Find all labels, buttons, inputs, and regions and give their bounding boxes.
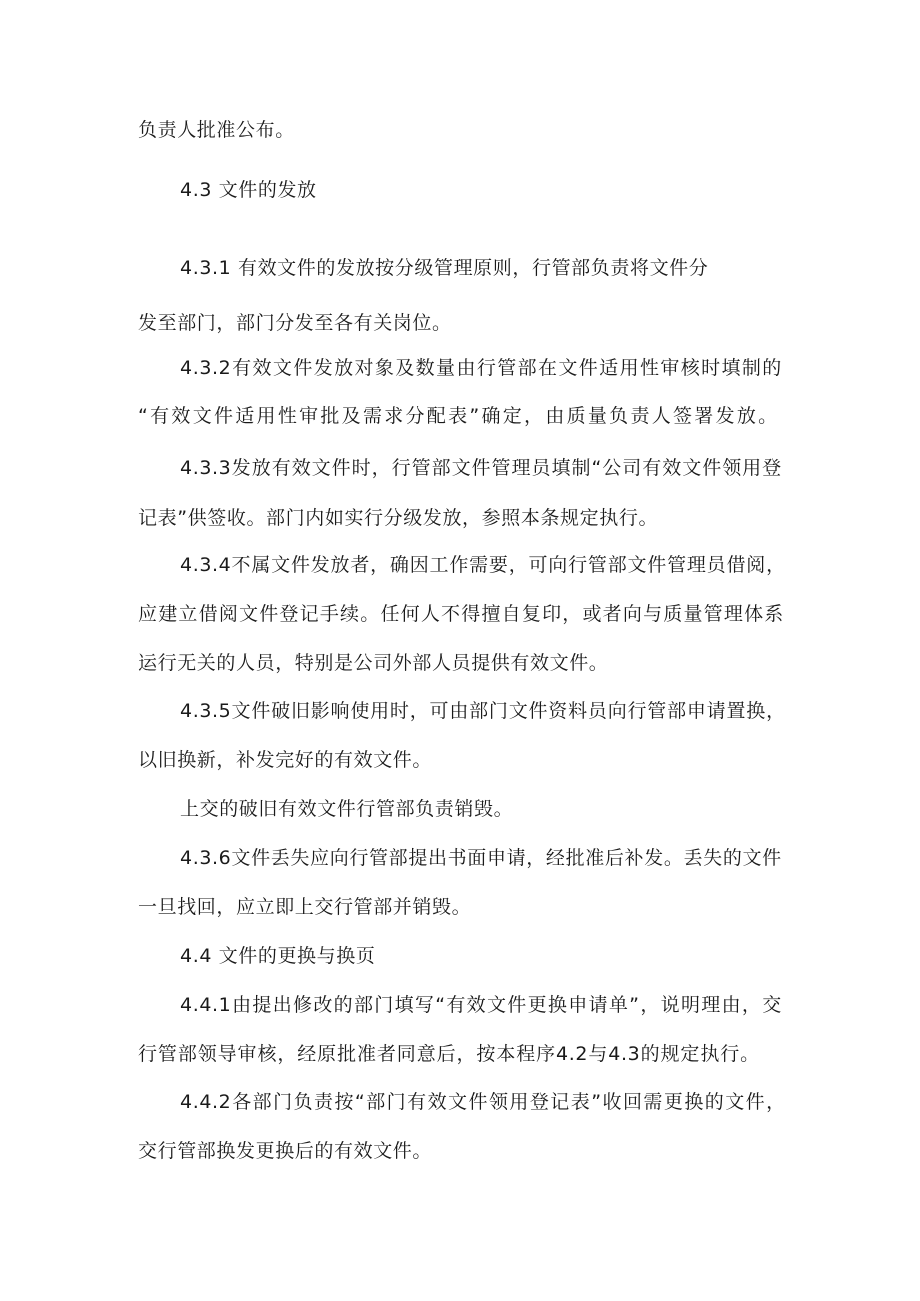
text-line-3: 4.3.1 有效文件的发放按分级管理原则，行管部负责将文件分 [180,257,709,279]
text-line-21: 交行管部换发更换后的有效文件。 [138,1140,433,1162]
text-line-14: 上交的破旧有效文件行管部负责销毁。 [180,798,514,820]
text-line-16: 一旦找回，应立即上交行管部并销毁。 [138,896,472,918]
text-line-11: 运行无关的人员，特别是公司外部人员提供有效文件。 [138,652,609,674]
text-line-1: 负责人批准公布。 [138,119,295,141]
text-line-9: 4.3.4 不 属 文 件 发 放 者 ， 确 因 工 作 需 要 ， 可 向 行 管 部 文 件 管 理 员 借 阅 ， [180,554,786,576]
text-line-4: 发至部门，部门分发至各有关岗位。 [138,312,452,334]
section-heading-4-3: 4.3 文件的发放 [180,179,317,201]
text-line-12: 4.3.5 文 件 破 旧 影 响 使 用 时 ， 可 由 部 门 文 件 资 料 员 向 行 管 部 申 请 置 换 ， [180,700,786,722]
text-line-13: 以旧换新，补发完好的有效文件。 [138,749,433,771]
text-line-7: 4.3.3 发 放 有 效 文 件 时 ， 行 管 部 文 件 管 理 员 填 制 “ 公 司 有 效 文 件 领 用 登 [180,457,782,479]
text-line-10: 应 建 立 借 阅 文 件 登 记 手 续 。 任 何 人 不 得 擅 自 复 印 ， 或 者 向 与 质 量 管 理 体 系 [138,603,784,625]
text-line-5: 4.3.2 有 效 文 件 发 放 对 象 及 数 量 由 行 管 部 在 文 件 适 用 性 审 核 时 填 制 的 [180,357,782,379]
text-line-20: 4.4.2 各 部 门 负 责 按 “ 部 门 有 效 文 件 领 用 登 记 表 ” 收 回 需 更 换 的 文 件 ， [180,1091,786,1113]
text-line-6: “ 有 效 文 件 适 用 性 审 批 及 需 求 分 配 表 ” 确 定 ， 由 质 量 负 责 人 签 署 发 放 。 [138,405,778,427]
text-line-18: 4.4.1 由 提 出 修 改 的 部 门 填 写 “ 有 效 文 件 更 换 申 请 单 ” ， 说 明 理 由 ， 交 [180,994,782,1016]
text-line-15: 4.3.6 文 件 丢 失 应 向 行 管 部 提 出 书 面 申 请 ， 经 批 准 后 补 发 。 丢 失 的 文 件 [180,847,782,869]
text-line-19: 行 管 部 领 导 审 核 ， 经 原 批 准 者 同 意 后 ， 按 本 程 序 4.2 与 4.3 的 规 定 执 行 。 [138,1043,760,1065]
text-line-8: 记表”供签收。部门内如实行分级发放，参照本条规定执行。 [138,507,659,529]
section-heading-4-4: 4.4 文件的更换与换页 [180,945,376,967]
